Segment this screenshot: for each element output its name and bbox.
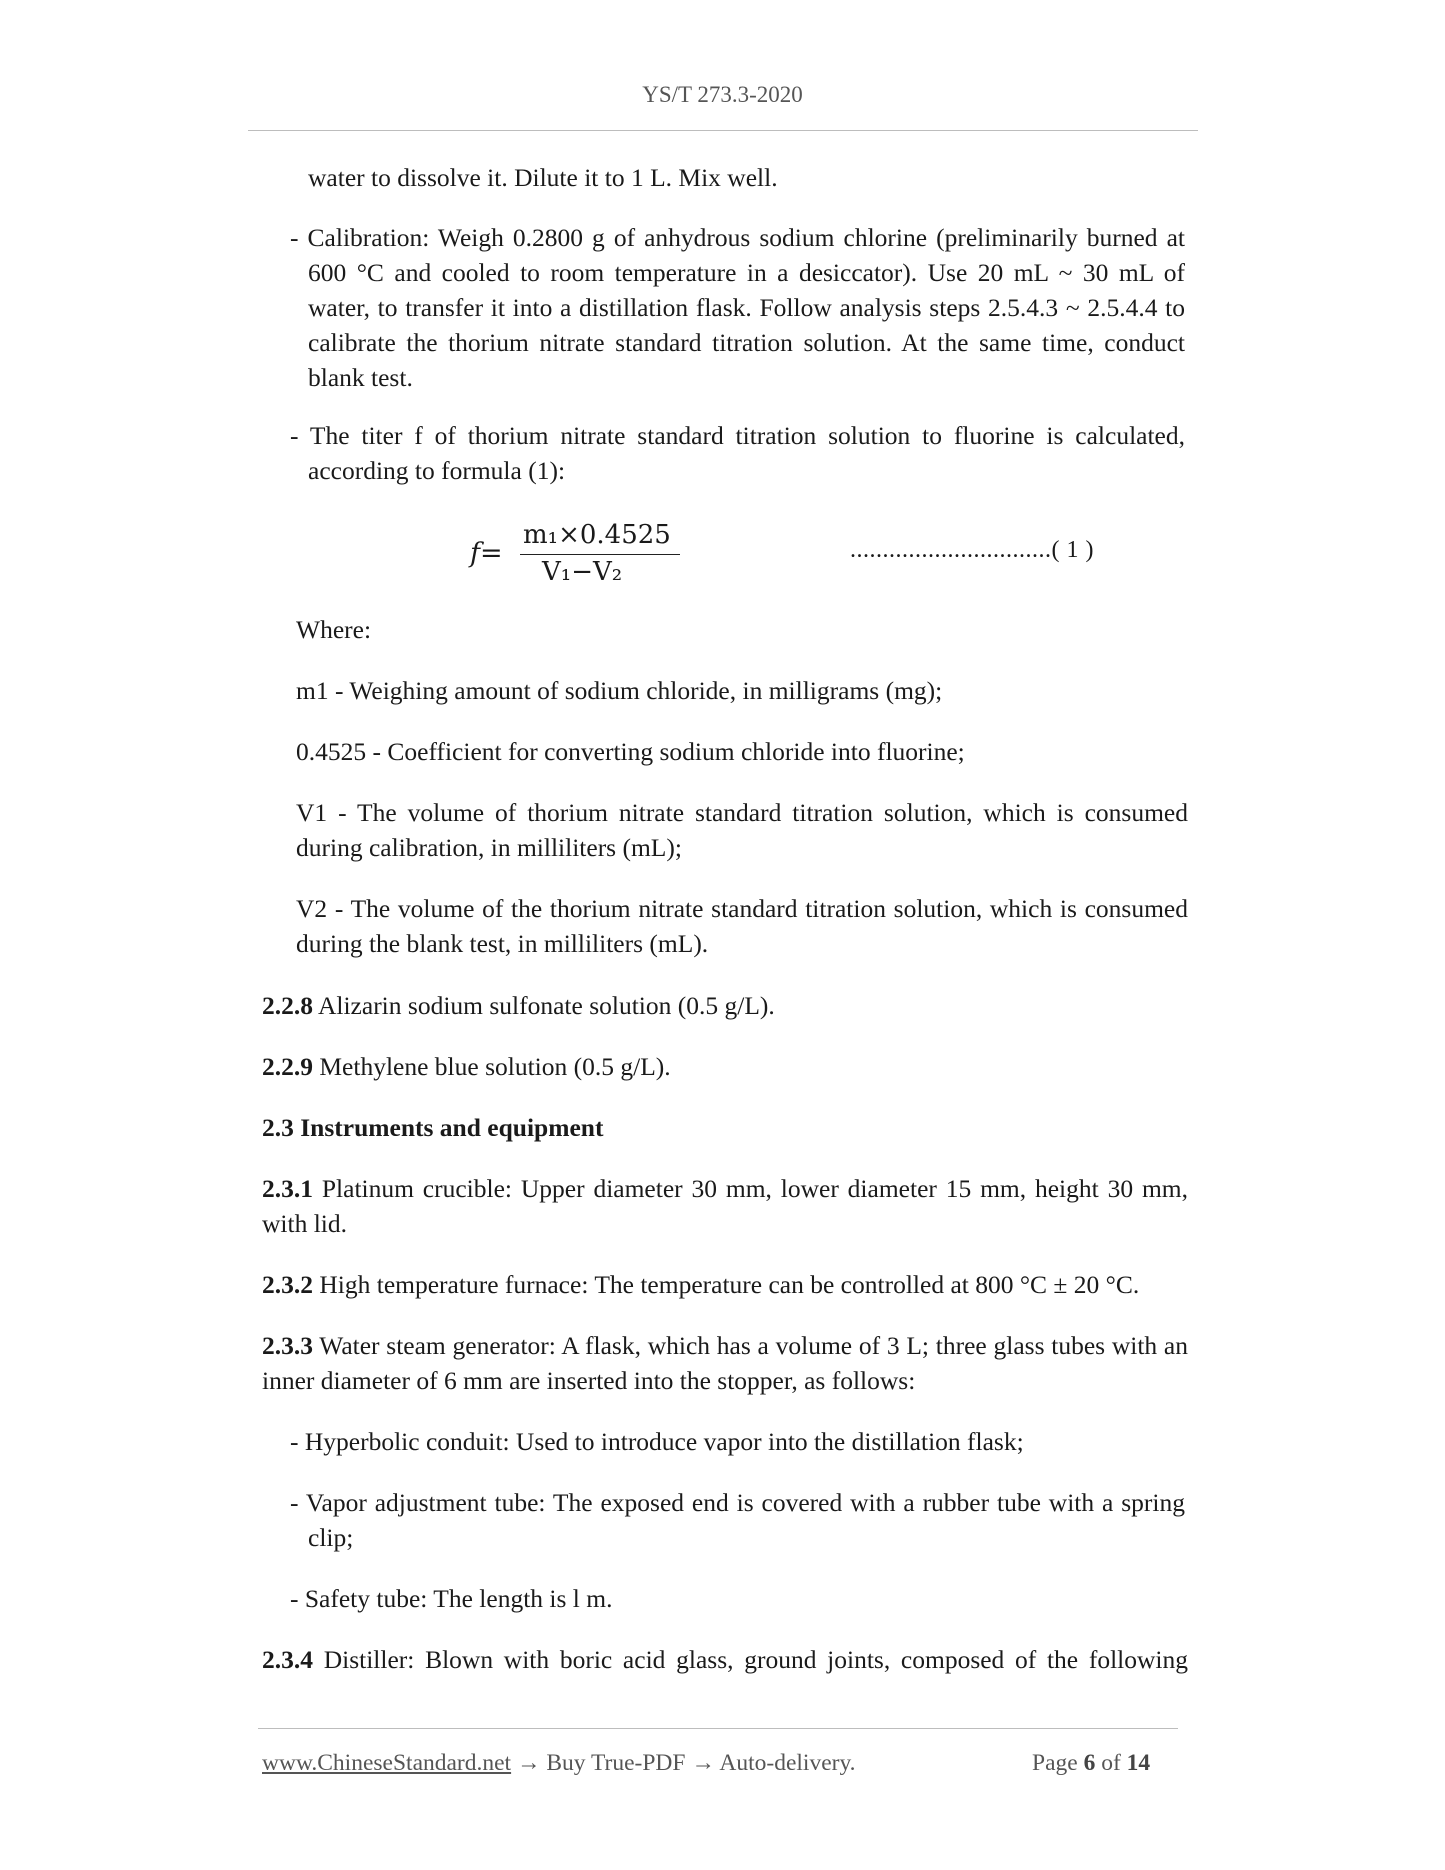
section-2-3-heading: 2.3 Instruments and equipment: [262, 1113, 604, 1142]
section-2-3-4: [262, 1642, 1188, 1677]
footer-divider: [258, 1728, 1178, 1729]
document-header: YS/T 273.3-2020: [642, 82, 803, 107]
bullet-hyperbolic-conduit: - Hyperbolic conduit: Used to introduce vapor into the distillation flask;: [290, 1427, 1024, 1456]
header-divider: [248, 130, 1198, 131]
footer-tagline: → Buy True-PDF → Auto-delivery.: [511, 1750, 856, 1776]
section-text: Platinum crucible: Upper diameter 30 mm, lower diameter 15 mm, height 30 mm, with lid.: [262, 1174, 1188, 1238]
formula-lhs: f=: [470, 538, 503, 569]
section-text: Water steam generator: A flask, which has a volume of 3 L; three glass tubes with an inner diameter of 6 mm are inserted into the stopper, as follows:: [262, 1331, 1188, 1395]
of-word: of: [1101, 1750, 1121, 1776]
section-text: Methylene blue solution (0.5 g/L).: [313, 1052, 671, 1081]
section-text: High temperature furnace: The temperature can be controlled at 800 °C ± 20 °C.: [313, 1270, 1140, 1299]
page-word: Page: [1032, 1750, 1078, 1776]
section-2-2-9: [262, 1049, 1188, 1084]
current-page: 6: [1083, 1750, 1096, 1776]
section-number: 2.3.3: [262, 1331, 313, 1360]
calibration-paragraph: - Calibration: Weigh 0.2800 g of anhydrous sodium chlorine (preliminarily burned at 600 °C and cooled to room temperature in a desiccator). Use 20 mL ~ 30 mL of water, to transfer it into a distillation flask. Follow analysis steps 2.5.4.3 ~ 2.5.4.4 to calibrate the thorium nitrate standard titration solution. At the same time, conduct blank test.: [290, 223, 1185, 392]
formula-denominator: V₁−V₂: [542, 557, 623, 587]
section-text: Distiller: Blown with boric acid glass, ground joints, composed of the following: [313, 1645, 1188, 1674]
section-2-2-8: [262, 988, 1188, 1023]
bullet-vapor-adjustment-tube: - Vapor adjustment tube: The exposed end is covered with a rubber tube with a spring clip;: [290, 1488, 1185, 1552]
section-number: 2.3.2: [262, 1270, 313, 1299]
where-label: Where:: [296, 615, 372, 644]
paragraph-continuation: water to dissolve it. Dilute it to 1 L. Mix well.: [308, 163, 778, 192]
footer-promo: [262, 1750, 856, 1777]
definition-coefficient: 0.4525 - Coefficient for converting sodium chloride into fluorine;: [296, 737, 965, 766]
section-text: Alizarin sodium sulfonate solution (0.5 g/L).: [313, 991, 775, 1020]
definition-m1: m1 - Weighing amount of sodium chloride, in milligrams (mg);: [296, 676, 943, 705]
section-2-3-1: [262, 1171, 1188, 1241]
section-number: 2.3.4: [262, 1645, 313, 1674]
page-indicator: [1032, 1750, 1150, 1777]
definition-v1: V1 - The volume of thorium nitrate standard titration solution, which is consumed during calibration, in milliliters (mL);: [296, 798, 1188, 862]
leader-dots: ...............................: [850, 537, 1052, 563]
section-number: 2.2.8: [262, 991, 313, 1020]
formula-numerator: m₁×0.4525: [523, 520, 671, 550]
fraction-bar: [520, 554, 680, 555]
section-number: 2.2.9: [262, 1052, 313, 1081]
section-2-3-3: [262, 1328, 1188, 1398]
definition-v2: V2 - The volume of the thorium nitrate standard titration solution, which is consumed during the blank test, in milliliters (mL).: [296, 894, 1188, 958]
section-number: 2.3.1: [262, 1174, 313, 1203]
section-2-3-2: [262, 1267, 1188, 1302]
bullet-safety-tube: - Safety tube: The length is l m.: [290, 1584, 613, 1613]
titer-paragraph: - The titer f of thorium nitrate standard titration solution to fluorine is calculated, according to formula (1):: [290, 421, 1185, 485]
total-pages: 14: [1126, 1750, 1151, 1776]
formula-label: ( 1 ): [1051, 537, 1094, 563]
formula-leader: [850, 537, 1094, 564]
website-link[interactable]: www.ChineseStandard.net: [262, 1750, 512, 1776]
